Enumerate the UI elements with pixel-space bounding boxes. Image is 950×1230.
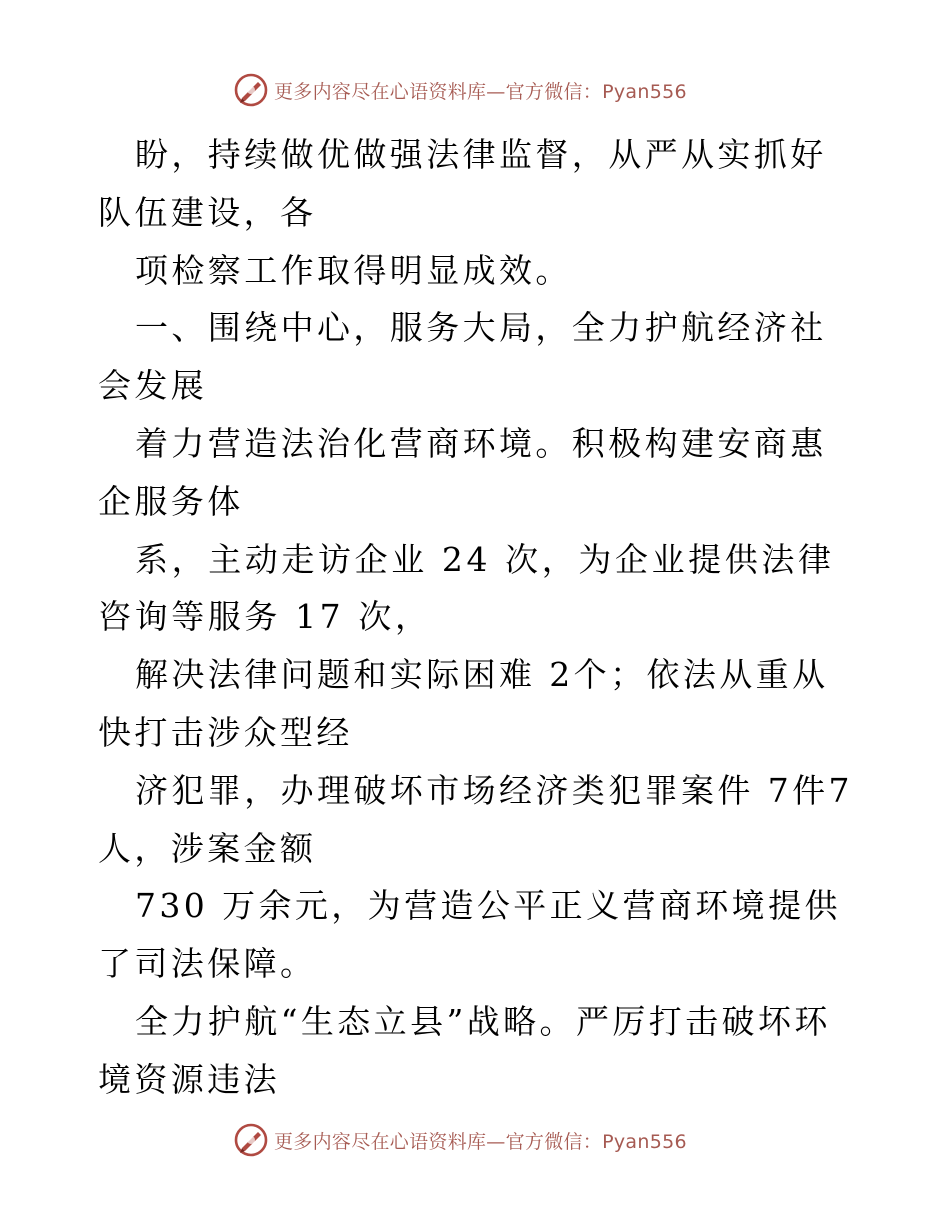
pen-circle-logo-icon (234, 73, 268, 107)
body-text (98, 126, 854, 1109)
watermark-text: 更多内容尽在心语资料库—官方微信：Pyan556 (274, 1130, 687, 1153)
paragraph: 730 万余元，为营造公平正义营商环境提供了司法保障。 (98, 886, 841, 984)
watermark-handle: Pyan556 (602, 1130, 687, 1153)
paragraph: 着力营造法治化营商环境。积极构建安商惠企服务体 (98, 423, 827, 521)
watermark-handle: Pyan556 (602, 80, 687, 103)
watermark-footer (234, 1123, 714, 1157)
paragraph: 解决法律问题和实际困难 2个；依法从重从快打击涉众型经 (98, 655, 829, 752)
paragraph: 济犯罪，办理破坏市场经济类犯罪案件 7件7人，涉案金额 (98, 770, 853, 868)
paragraph: 盼，持续做优做强法律监督，从严从实抓好队伍建设，各 (98, 135, 827, 232)
paragraph: 项检察工作取得明显成效。 (135, 250, 572, 290)
watermark-header (234, 73, 714, 107)
watermark-text: 更多内容尽在心语资料库—官方微信：Pyan556 (274, 80, 687, 103)
paragraph: 系，主动走访企业 24 次，为企业提供法律咨询等服务 17 次， (98, 539, 835, 637)
section-heading: 一、围绕中心，服务大局，全力护航经济社会发展 (98, 308, 827, 406)
paragraph: 全力护航“生态立县”战略。严厉打击破坏环境资源违法 (98, 1001, 831, 1099)
pen-circle-logo-icon (234, 1123, 268, 1157)
